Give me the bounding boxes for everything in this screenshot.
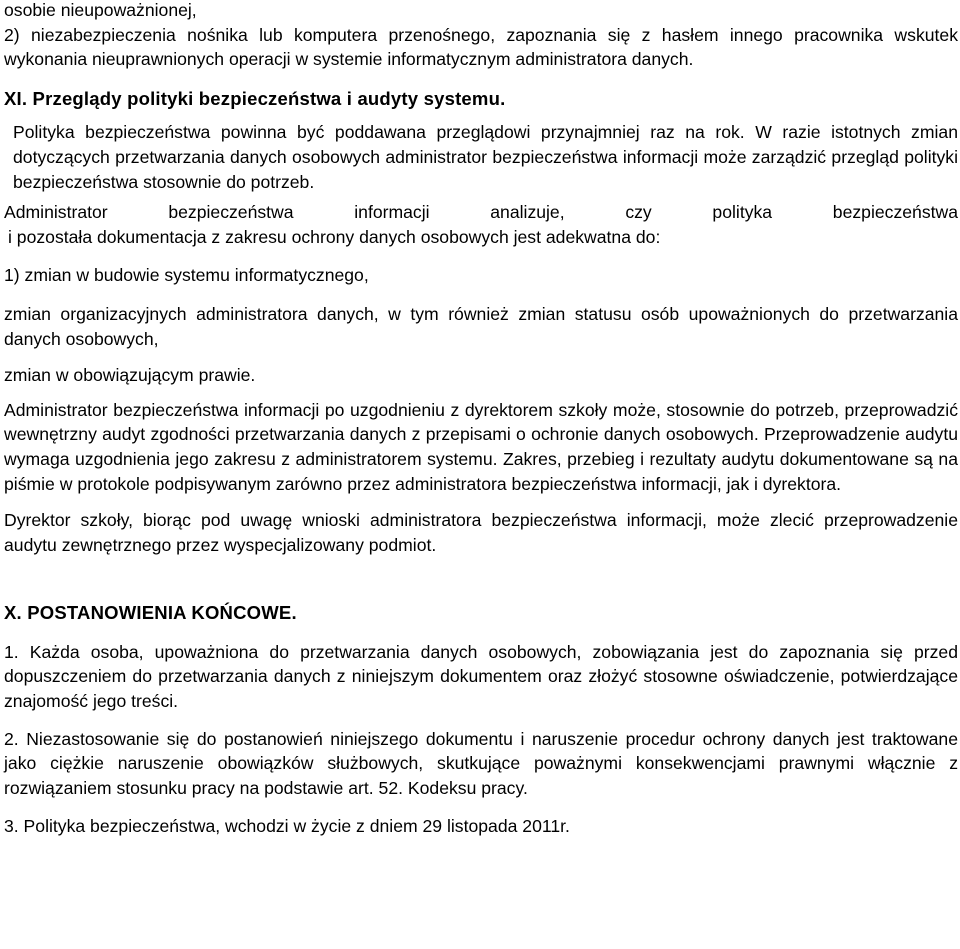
section-xi-paragraph-2-line-1: Administrator bezpieczeństwa informacji analizuje, czy polityka bezpieczeństwa [4,202,958,223]
section-xi-paragraph-4: Dyrektor szkoły, biorąc pod uwagę wnioski administratora bezpieczeństwa informacji, może zlecić przeprowadzenie audytu zewnętrznego przez wyspecjalizowany podmiot. [4,510,958,555]
section-xi-item-3: zmian w obowiązującym prawie. [4,365,256,386]
document-body [4,0,958,839]
section-x-heading: X. POSTANOWIENIA KOŃCOWE. [4,602,297,624]
section-x-point-3: 3. Polityka bezpieczeństwa, wchodzi w życie z dniem 29 listopada 2011r. [4,816,570,837]
section-xi-paragraph-2-line-2: i pozostała dokumentacja z zakresu ochrony danych osobowych jest adekwatna do: [8,226,661,247]
section-xi-item-2: zmian organizacyjnych administratora danych, w tym również zmian statusu osób upoważnionych do przetwarzania danych osobowych, [4,303,958,349]
section-xi-paragraph-1: Polityka bezpieczeństwa powinna być poddawana przeglądowi przynajmniej raz na rok. W razie istotnych zmian dotyczących przetwarzania danych osobowych administrator bezpieczeństwa informacji może zarządzić przegląd polityki bezpieczeństwa stosownie do potrzeb. [13,122,958,192]
section-xi-paragraph-3: Administrator bezpieczeństwa informacji po uzgodnieniu z dyrektorem szkoły może, stosownie do potrzeb, przeprowadzić wewnętrzny audyt zgodności przetwarzania danych z przepisami o ochronie danych osobowych. Przeprowadzenie audytu wymaga uzgodnienia jego zakresu z administratorem systemu. Zakres, przebieg i rezultaty audytu dokumentowane są na piśmie w protokole podpisywanym zarówno przez administratora bezpieczeństwa informacji, jak i dyrektora. [4,399,958,494]
section-x-point-1: 1. Każda osoba, upoważniona do przetwarzania danych osobowych, zobowiązania jest do zapoznania się przed dopuszczeniem do przetwarzania danych z niniejszym dokumentem oraz złożyć stosowne oświadczenie, potwierdzające znajomość jego treści. [4,641,958,712]
section-xi-heading: XI. Przeglądy polityki bezpieczeństwa i audyty systemu. [4,87,506,109]
intro-line-1: osobie nieupoważnionej, [4,0,197,20]
section-x-point-2: 2. Niezastosowanie się do postanowień niniejszego dokumentu i naruszenie procedur ochrony danych jest traktowane jako ciężkie naruszenie obowiązków służbowych, skutkujące poważnymi konsekwencjami prawnymi włącznie z rozwiązaniem stosunku pracy na podstawie art. 52. Kodeksu pracy. [4,728,958,798]
section-xi-item-1: 1) zmian w budowie systemu informatycznego, [4,265,369,286]
intro-line-2: 2) niezabezpieczenia nośnika lub komputera przenośnego, zapoznania się z hasłem innego pracownika wskutek wykonania nieuprawnionych operacji w systemie informatycznym administratora danych. [4,24,958,70]
